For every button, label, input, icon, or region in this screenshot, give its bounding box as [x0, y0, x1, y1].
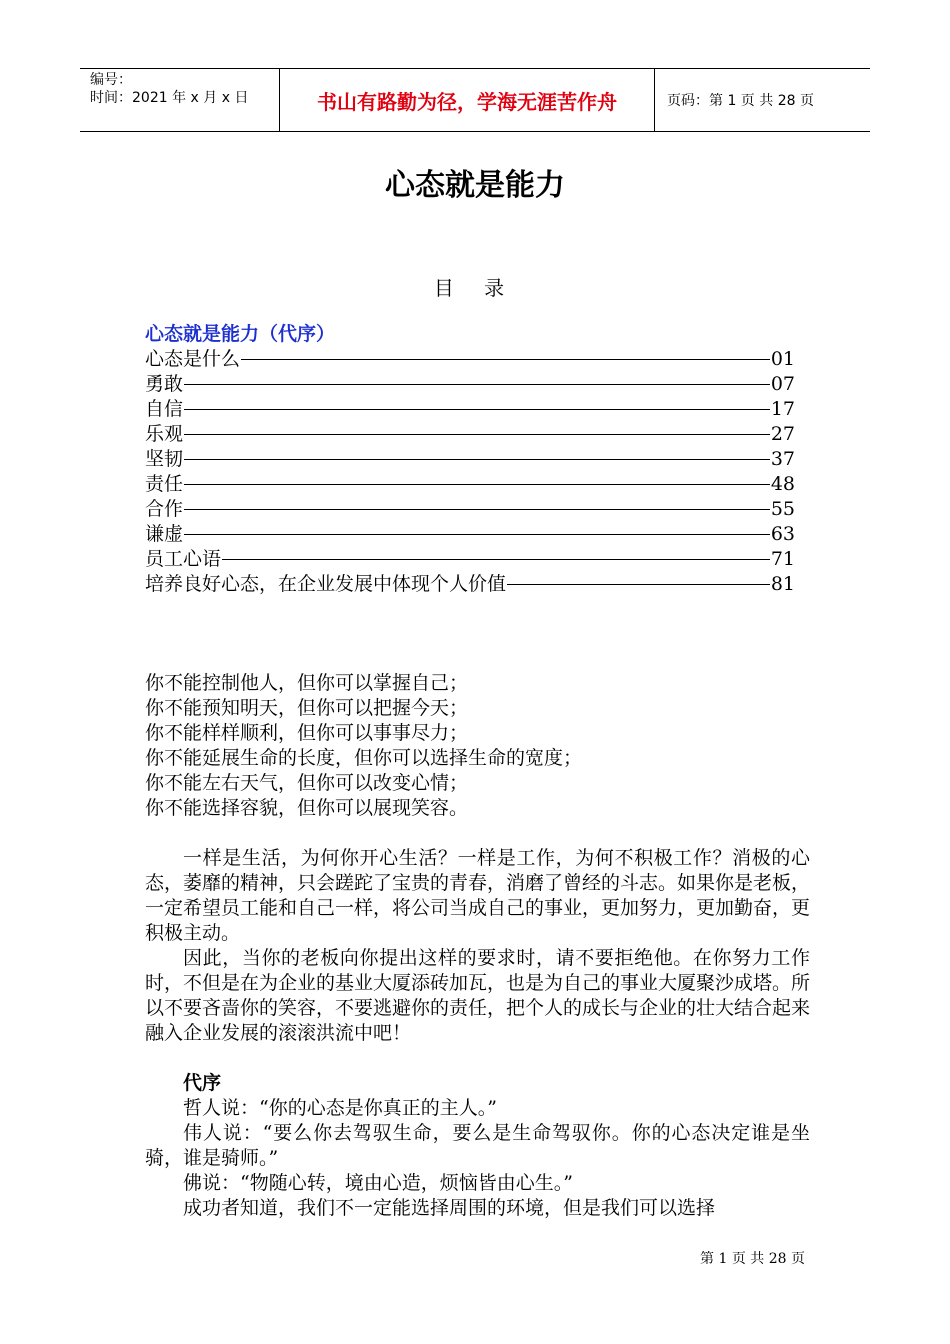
toc-leader — [184, 409, 770, 410]
toc-entry-page: 63 — [770, 523, 795, 545]
paragraph: 因此，当你的老板向你提出这样的要求时，请不要拒绝他。在你努力工作时，不但是在为企业的基业大厦添砖加瓦，也是为自己的事业大厦聚沙成塔。所以不要吝啬你的笑容，不要逃避你的责任，把个人的成长与企业的壮大结合起来融入企业发展的滚滚洪流中吧！ — [145, 947, 811, 1044]
toc-entry[interactable] — [145, 547, 795, 572]
toc-entry[interactable] — [145, 572, 795, 597]
poem-line: 你不能预知明天，但你可以把握今天； — [145, 697, 469, 719]
toc-entry-page: 71 — [770, 548, 795, 570]
page-footer: 第 1 页 共 28 页 — [700, 1251, 805, 1267]
poem-line: 你不能控制他人，但你可以掌握自己； — [145, 672, 469, 694]
body-text — [145, 846, 810, 1221]
header-meta — [80, 69, 280, 131]
poem-block — [145, 671, 582, 821]
toc-entry[interactable] — [145, 472, 795, 497]
table-of-contents — [145, 322, 795, 597]
preface-line: 佛说：“物随心转，境由心造，烦恼皆由心生。” — [183, 1172, 573, 1194]
preface-heading: 代序 — [183, 1072, 222, 1094]
toc-leader — [184, 459, 770, 460]
header-page-info: 页码：第 1 页 共 28 页 — [667, 93, 814, 109]
toc-entry-page: 01 — [770, 348, 795, 370]
toc-leader — [184, 384, 770, 385]
paragraph: 一样是生活，为何你开心生活？一样是工作，为何不积极工作？消极的心态，萎靡的精神，只会蹉跎了宝贵的青春，消磨了曾经的斗志。如果你是老板，一定希望员工能和自己一样，将公司当成自己的事业，更加努力，更加勤奋，更积极主动。 — [145, 847, 811, 944]
toc-entry-label: 勇敢 — [145, 373, 184, 395]
toc-entry-label: 责任 — [145, 473, 184, 495]
toc-entry-label: 自信 — [145, 398, 184, 420]
poem-line: 你不能选择容貌，但你可以展现笑容。 — [145, 797, 469, 819]
document-title: 心态就是能力 — [385, 168, 565, 203]
toc-entry-page: 48 — [770, 473, 795, 495]
header-motto: 书山有路勤为径，学海无涯苦作舟 — [280, 69, 655, 131]
preface-line: 成功者知道，我们不一定能选择周围的环境，但是我们可以选择 — [183, 1197, 716, 1219]
toc-entry-label: 乐观 — [145, 423, 184, 445]
toc-entry-label: 培养良好心态，在企业发展中体现个人价值 — [145, 573, 507, 595]
toc-entry-label: 坚韧 — [145, 448, 184, 470]
code-label: 编号： — [90, 72, 132, 88]
time-label: 时间：2021 年 x 月 x 日 — [90, 90, 249, 106]
toc-entry-page: 07 — [770, 373, 795, 395]
header-table — [80, 68, 870, 132]
toc-entry[interactable] — [145, 422, 795, 447]
preface-line: 伟人说：“要么你去驾驭生命，要么是生命驾驭你。你的心态决定谁是坐骑，谁是骑师。” — [145, 1122, 810, 1169]
toc-leader — [222, 559, 770, 560]
toc-subtitle: 心态就是能力（代序） — [145, 323, 336, 345]
toc-leader — [184, 434, 770, 435]
poem-line: 你不能样样顺利，但你可以事事尽力； — [145, 722, 469, 744]
toc-entry-label: 员工心语 — [145, 548, 222, 570]
preface-line: 哲人说：“你的心态是你真正的主人。” — [183, 1097, 497, 1119]
toc-leader — [507, 584, 770, 585]
toc-heading: 目 录 — [433, 276, 517, 300]
toc-entry-label: 合作 — [145, 498, 184, 520]
toc-entry-label: 谦虚 — [145, 523, 184, 545]
toc-entry-page: 27 — [770, 423, 795, 445]
toc-leader — [184, 509, 770, 510]
toc-entry-page: 17 — [770, 398, 795, 420]
toc-entry[interactable] — [145, 347, 795, 372]
toc-leader — [184, 534, 770, 535]
toc-entry[interactable] — [145, 447, 795, 472]
toc-entry[interactable] — [145, 372, 795, 397]
poem-line: 你不能左右天气，但你可以改变心情； — [145, 772, 469, 794]
toc-leader — [241, 359, 770, 360]
toc-entry[interactable] — [145, 522, 795, 547]
toc-entry-page: 37 — [770, 448, 795, 470]
poem-line: 你不能延展生命的长度，但你可以选择生命的宽度； — [145, 747, 583, 769]
toc-entry[interactable] — [145, 497, 795, 522]
toc-entry-label: 心态是什么 — [145, 348, 241, 370]
toc-entry[interactable] — [145, 397, 795, 422]
toc-entry-page: 81 — [770, 573, 795, 595]
toc-entry-page: 55 — [770, 498, 795, 520]
toc-leader — [184, 484, 770, 485]
